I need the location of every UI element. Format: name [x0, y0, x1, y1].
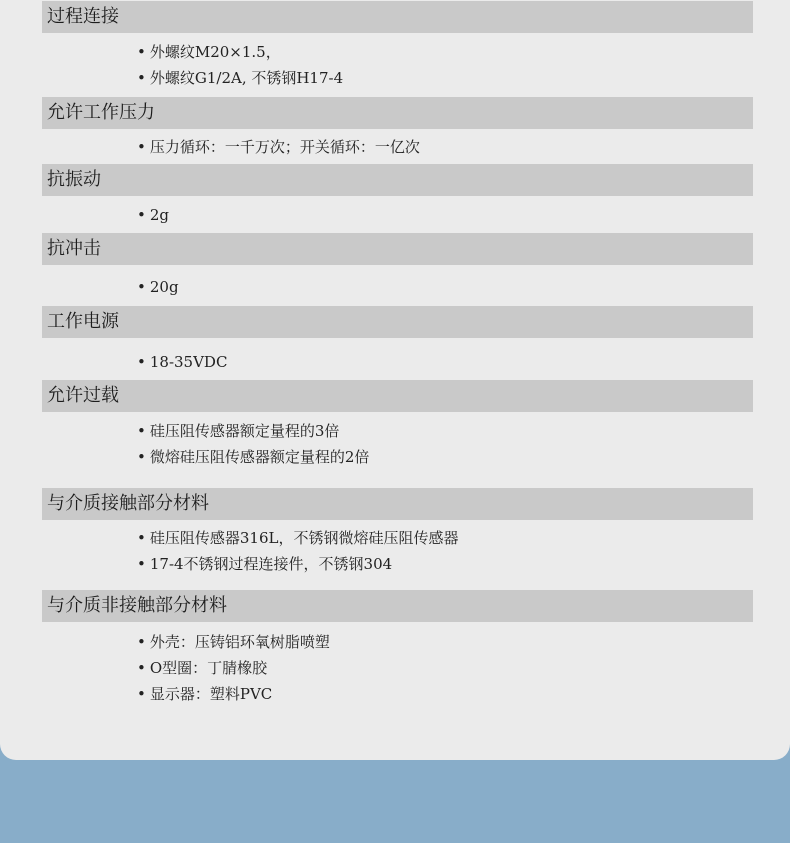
bullet-icon: •: [137, 633, 146, 651]
bullet-icon: •: [137, 448, 146, 466]
list-item-text: 17-4不锈钢过程连接件，不锈钢304: [149, 555, 393, 573]
list-item: [137, 684, 272, 704]
bullet-icon: •: [137, 555, 146, 573]
bullet-icon: •: [137, 685, 146, 703]
list-item-text: O型圈：丁腈橡胶: [149, 659, 268, 677]
list-item-text: 外壳：压铸铝环氧树脂喷塑: [149, 633, 330, 651]
list-item-text: 微熔硅压阻传感器额定量程的2倍: [149, 448, 370, 466]
section-header-wetted-materials: 与介质接触部分材料: [42, 488, 753, 520]
bullet-icon: •: [137, 422, 146, 440]
list-item: [137, 277, 179, 297]
section-header-working-pressure: 允许工作压力: [42, 97, 753, 129]
bullet-icon: •: [137, 43, 146, 61]
list-item: [137, 42, 281, 62]
list-item: [137, 632, 330, 652]
list-item: [137, 658, 267, 678]
list-item: [137, 421, 339, 441]
bullet-icon: •: [137, 659, 146, 677]
list-item: [137, 528, 458, 548]
bullet-icon: •: [137, 69, 146, 87]
list-item-text: 压力循环：一千万次；开关循环：一亿次: [149, 138, 420, 156]
bullet-icon: •: [137, 206, 146, 224]
bullet-icon: •: [137, 353, 146, 371]
list-item: [137, 137, 420, 157]
bullet-icon: •: [137, 138, 146, 156]
list-item: [137, 554, 392, 574]
list-item-text: 20g: [149, 278, 179, 296]
list-item: [137, 205, 169, 225]
list-item-text: 硅压阻传感器316L，不锈钢微熔硅压阻传感器: [149, 529, 459, 547]
list-item-text: 2g: [149, 206, 170, 224]
section-header-overload: 允许过载: [42, 380, 753, 412]
list-item-text: 外螺纹G1/2A, 不锈钢H17-4: [149, 69, 344, 87]
section-header-vibration: 抗振动: [42, 164, 753, 196]
list-item: [137, 447, 369, 467]
section-header-process-connection: 过程连接: [42, 1, 753, 33]
section-header-power-supply: 工作电源: [42, 306, 753, 338]
list-item-text: 外螺纹M20×1.5，: [149, 43, 281, 61]
bullet-icon: •: [137, 278, 146, 296]
list-item: [137, 352, 227, 372]
list-item: [137, 68, 343, 88]
section-header-non-wetted-materials: 与介质非接触部分材料: [42, 590, 753, 622]
list-item-text: 硅压阻传感器额定量程的3倍: [149, 422, 340, 440]
list-item-text: 18-35VDC: [149, 353, 228, 371]
bullet-icon: •: [137, 529, 146, 547]
section-header-shock: 抗冲击: [42, 233, 753, 265]
list-item-text: 显示器：塑料PVC: [149, 685, 273, 703]
